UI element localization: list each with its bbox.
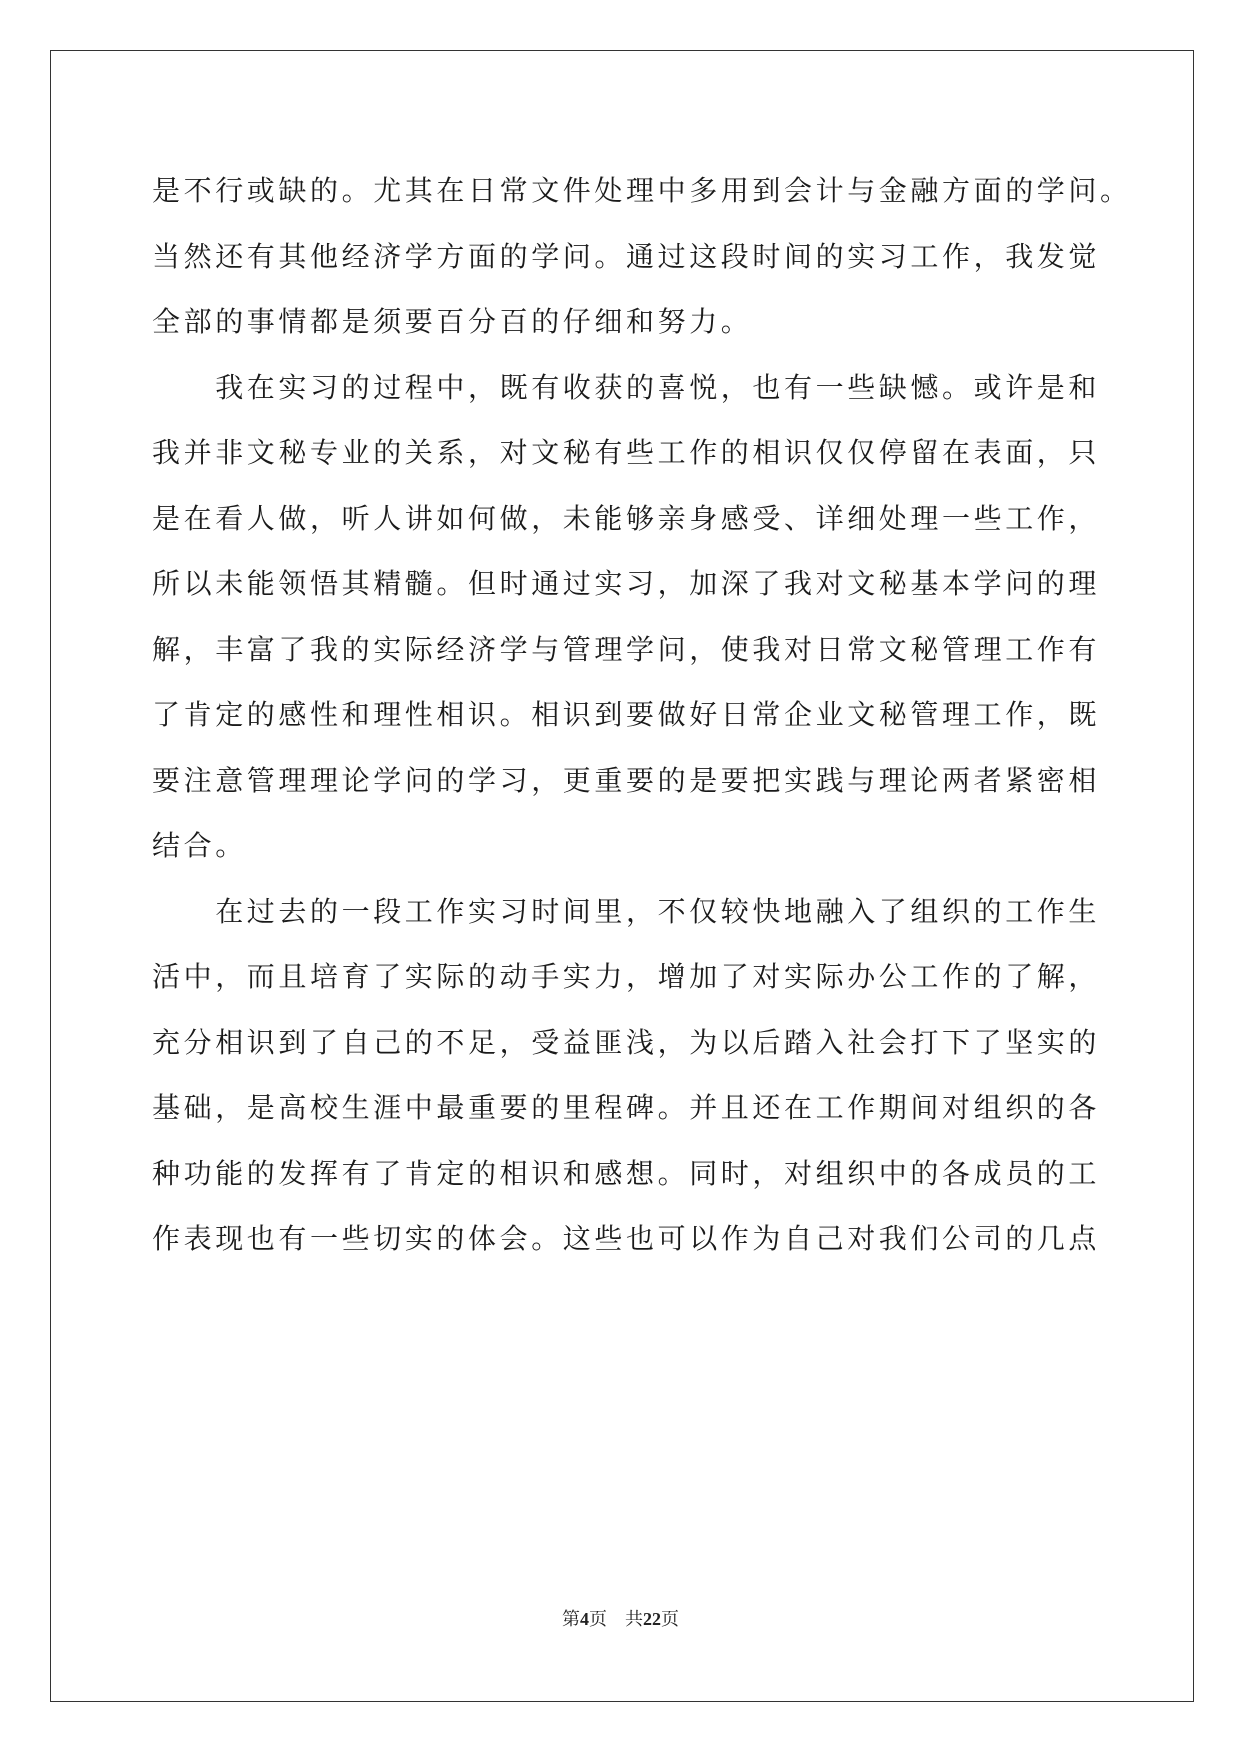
footer-page-word: 页 <box>589 1609 607 1629</box>
footer-total-prefix: 共 <box>625 1609 643 1629</box>
page-footer <box>0 1605 1241 1631</box>
text-line-13: 活中，而且培育了实际的动手实力，增加了对实际办公工作的了解， <box>152 960 1101 993</box>
text-line-10: 要注意管理理论学问的学习，更重要的是要把实践与理论两者紧密相 <box>152 763 1101 797</box>
text-line-15: 基础，是高校生涯中最重要的里程碑。并且还在工作期间对组织的各 <box>152 1091 1101 1124</box>
total-pages-number: 22 <box>643 1609 661 1629</box>
text-line-11: 结合。 <box>152 829 247 862</box>
text-line-9: 了肯定的感性和理性相识。相识到要做好日常企业文秘管理工作，既 <box>152 698 1101 731</box>
footer-total-suffix: 页 <box>661 1609 679 1629</box>
text-line-16: 种功能的发挥有了肯定的相识和感想。同时，对组织中的各成员的工 <box>152 1156 1101 1190</box>
text-line-5: 我并非文秘专业的关系，对文秘有些工作的相识仅仅停留在表面，只 <box>152 436 1101 469</box>
current-page-number: 4 <box>580 1609 589 1629</box>
text-line-3: 全部的事情都是须要百分百的仔细和努力。 <box>152 305 753 338</box>
text-line-1: 是不行或缺的。尤其在日常文件处理中多用到会计与金融方面的学问。 <box>152 174 1132 207</box>
text-line-7: 所以未能领悟其精髓。但时通过实习，加深了我对文秘基本学问的理 <box>152 567 1101 600</box>
text-line-2: 当然还有其他经济学方面的学问。通过这段时间的实习工作，我发觉 <box>152 239 1101 273</box>
text-line-14: 充分相识到了自己的不足，受益匪浅，为以后踏入社会打下了坚实的 <box>152 1025 1101 1059</box>
document-body <box>152 158 1132 1272</box>
text-line-17: 作表现也有一些切实的体会。这些也可以作为自己对我们公司的几点 <box>152 1222 1101 1255</box>
text-line-12: 在过去的一段工作实习时间里，不仅较快地融入了组织的工作生 <box>152 894 1101 928</box>
text-line-8: 解，丰富了我的实际经济学与管理学问，使我对日常文秘管理工作有 <box>152 632 1101 666</box>
text-line-4: 我在实习的过程中，既有收获的喜悦，也有一些缺憾。或许是和 <box>152 370 1101 404</box>
text-line-6: 是在看人做，听人讲如何做，未能够亲身感受、详细处理一些工作， <box>152 501 1101 535</box>
footer-prefix: 第 <box>562 1609 580 1629</box>
